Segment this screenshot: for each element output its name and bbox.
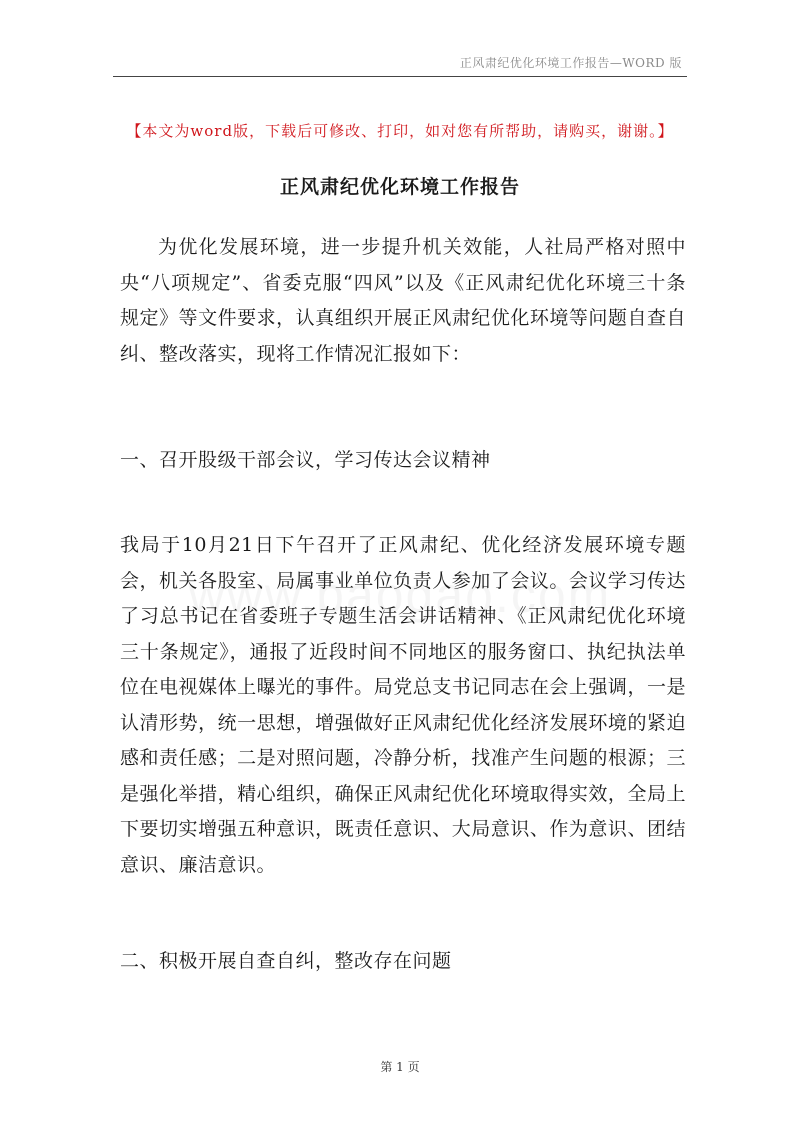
page-number: 第 1 页 — [380, 1060, 420, 1074]
document-title: 正风肃纪优化环境工作报告 — [279, 176, 520, 198]
section-1-paragraph: 我局于10月21日下午召开了正风肃纪、优化经济发展环境专题会，机关各股室、局属事业单位负责人参加了会议。会议学习传达了习总书记在省委班子专题生活会讲话精神、《正风肃纪优化环境三十条规定》，通报了近段时间不同地区的服务窗口、执纪执法单位在电视媒体上曝光的事件。局党总支书记同志在会上强调，一是认清形势，统一思想，增强做好正风肃纪优化经济发展环境的紧迫感和责任感；二是对照问题，冷静分析，找准产生问题的根源；三是强化举措，精心组织，确保正风肃纪优化环境取得实效，全局上下要切实增强五种意识，既责任意识、大局意识、作为意识、团结意识、廉洁意识。 — [120, 534, 686, 876]
intro-paragraph: 为优化发展环境，进一步提升机关效能，人社局严格对照中央“八项规定”、省委克服“四风”以及《正风肃纪优化环境三十条规定》等文件要求，认真组织开展正风肃纪优化环境等问题自查自纠、整改落实，现将工作情况汇报如下： — [120, 236, 686, 365]
purchase-notice: 【本文为word版，下载后可修改、打印，如对您有所帮助，请购买，谢谢。】 — [126, 122, 674, 140]
section-2-heading: 二、积极开展自查自纠，整改存在问题 — [120, 950, 452, 972]
header-divider — [113, 76, 687, 77]
section-1-heading: 一、召开股级干部会议，学习传达会议精神 — [120, 449, 491, 471]
running-header: 正风肃纪优化环境工作报告—WORD 版 — [459, 56, 682, 70]
